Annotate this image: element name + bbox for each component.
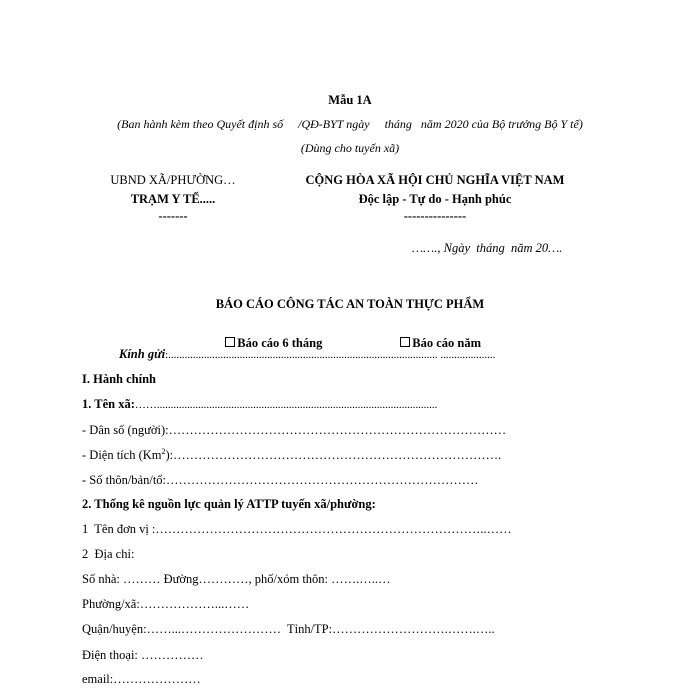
report-title: BÁO CÁO CÔNG TÁC AN TOÀN THỰC PHẨM: [215, 297, 485, 311]
option-year-label: Báo cáo năm: [412, 335, 481, 350]
area-superscript: 2: [161, 446, 166, 456]
commune-name-label: 1. Tên xã:: [82, 397, 135, 411]
motto-dashes: ---------------: [403, 209, 467, 223]
ward-line: Phường/xã:………………...……: [82, 597, 250, 611]
checkbox-year-icon[interactable]: [400, 337, 410, 347]
villages-line: - Số thôn/bản/tổ:…………………………………………………………………: [82, 473, 479, 487]
option-6-months[interactable]: [219, 324, 322, 349]
issued-note: (Ban hành kèm theo Quyết định số /QĐ-BYT ngày tháng năm 2020 của Bộ trưởng Bộ Y tế): [117, 117, 583, 131]
option-year[interactable]: [394, 324, 481, 349]
district-line: Quận/huyện:……...…………………… Tỉnh/TP:……………………….…….…..: [82, 622, 495, 636]
unit-name-line: 1 Tên đơn vị :……………………………………………………………………..……: [82, 522, 512, 536]
email-line: email:…………………: [82, 672, 201, 686]
form-title: Mẫu 1A: [328, 93, 372, 107]
motto: Độc lập - Tự do - Hạnh phúc: [358, 192, 512, 206]
area-line: [82, 446, 502, 462]
usage-note: (Dùng cho tuyến xã): [300, 141, 400, 155]
address-label: 2 Địa chỉ:: [82, 547, 135, 561]
org-line-2: TRẠM Y TẾ.....: [130, 192, 216, 206]
org-line-1: UBND XÃ/PHƯỜNG…: [110, 173, 236, 187]
phone-line: Điện thoại: ……………: [82, 648, 204, 662]
nation-title: CỘNG HÒA XÃ HỘI CHỦ NGHĨA VIỆT NAM: [305, 173, 565, 187]
recipient-line: [119, 348, 495, 361]
house-line: Số nhà: ……… Đường…………, phố/xóm thôn: …….…..…: [82, 572, 391, 586]
area-label: - Diện tích (Km: [82, 448, 162, 462]
recipient-label: Kính gửi: [119, 347, 166, 361]
resources-heading: 2. Thống kê nguồn lực quản lý ATTP tuyến xã/phường:: [82, 497, 376, 511]
section-1-heading: I. Hành chính: [82, 372, 156, 386]
commune-name-fill: ……......................................................................................................: [134, 399, 438, 411]
option-6-months-label: Báo cáo 6 tháng: [237, 335, 323, 350]
area-fill: ):…………………………………………………………………….: [165, 448, 502, 462]
checkbox-6-months-icon[interactable]: [225, 337, 235, 347]
commune-name-line: [82, 398, 437, 411]
date-line: ……., Ngày tháng năm 20….: [412, 241, 563, 255]
population-line: - Dân số (người):………………………………………………………………………: [82, 423, 507, 437]
recipient-fill: :.................................................................................................. ....................: [165, 349, 496, 361]
org-dashes: -------: [158, 209, 188, 223]
